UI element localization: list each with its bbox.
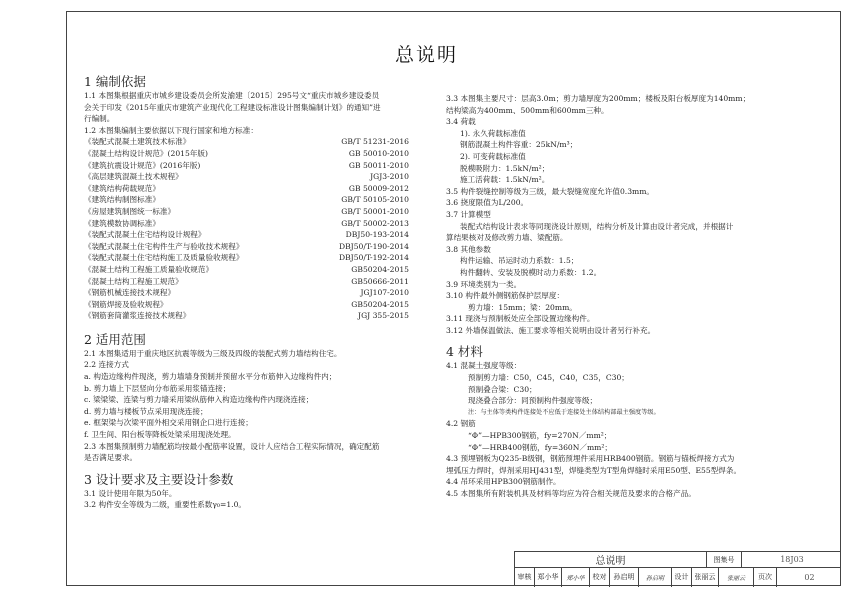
standard-name: 《混凝土结构设计规范》(2015年版)	[84, 148, 208, 158]
standard-name: 《混凝土结构工程施工质量验收规范》	[84, 264, 214, 274]
para-4-3-line1: 4.3 预埋钢板为Q235-B级钢，钢筋预埋件采用HRB400钢筋。钢筋与锚板焊接方式为	[446, 454, 735, 464]
para-1-1-line2: 会关于印发《2015年重庆市建筑产业现代化工程建设标准设计图集编制计划》的通知”进	[84, 102, 381, 112]
standard-row	[84, 252, 409, 264]
standard-row	[84, 299, 409, 311]
left-column	[84, 74, 409, 511]
para-3-4-2: 2). 可变荷载标准值	[460, 151, 526, 161]
para-3-3-line2: 结构梁高为400mm、500mm和600mm三种。	[446, 105, 609, 115]
section-4-heading: 4 材料	[446, 344, 483, 360]
para-4-1-item: 现浇叠合部分：同预制构件强度等级；	[468, 396, 598, 406]
designer-name: 张丽云	[692, 567, 719, 587]
section-1-heading: 1 编制依据	[84, 74, 146, 89]
reviewer-signature: 郑小华	[562, 567, 590, 587]
section-2-heading: 2 适用范围	[84, 331, 146, 347]
para-3-4-2-item: 施工活荷载：1.5kN/m²。	[460, 175, 550, 185]
standard-name: 《钢筋机械连接技术规程》	[84, 288, 176, 298]
standard-row	[84, 160, 409, 172]
standard-code: GB 50010-2010	[348, 148, 409, 158]
standard-row	[84, 287, 409, 299]
standard-code: GB50204-2015	[351, 299, 409, 309]
para-4-1-item: 预制叠合梁：C30；	[468, 384, 537, 394]
standard-code: JGJ107-2010	[360, 288, 409, 298]
standard-name: 《建筑模数协调标准》	[84, 218, 160, 228]
page-label: 页次	[754, 567, 777, 587]
para-4-2-item: “Φ”—HRB400钢筋，fy=360N／mm²；	[468, 442, 613, 452]
para-1-1-line1: 1.1 本图集根据重庆市城乡建设委员会所发渝建〔2015〕295号文“重庆市城乡建设委员	[84, 91, 380, 100]
standard-name: 《混凝土结构工程施工规范》	[84, 276, 183, 286]
para-3-12: 3.12 外墙保温做法、施工要求等相关说明由设计者另行补充。	[446, 325, 656, 335]
para-3-1: 3.1 设计使用年限为50年。	[84, 488, 177, 498]
title-block-row-2	[515, 567, 841, 587]
para-4-1: 4.1 混凝土强度等级：	[446, 361, 522, 371]
standard-row	[84, 276, 409, 288]
para-3-10: 3.10 构件最外侧钢筋保护层厚度：	[446, 291, 565, 301]
para-3-9: 3.9 环境类别为一类。	[446, 279, 522, 289]
para-4-5: 4.5 本图集所有附装机具及材料等均应为符合相关规范及要求的合格产品。	[446, 489, 696, 498]
standard-row	[84, 264, 409, 276]
standard-code: JGJ 355-2015	[358, 311, 409, 321]
standard-name: 《钢筋套筒灌浆连接技术规程》	[84, 311, 191, 321]
conn-item: a. 构造边缘构件现浇，剪力墙墙身预制并预留水平分布筋伸入边缘构件内；	[84, 372, 337, 382]
para-3-7: 3.7 计算模型	[446, 209, 491, 219]
conn-item: d. 剪力墙与楼板节点采用现浇连接；	[84, 406, 208, 416]
page-title: 总说明	[394, 44, 458, 66]
standard-code: JGJ3-2010	[370, 172, 409, 182]
para-4-2: 4.2 钢筋	[446, 419, 476, 429]
standard-code: DBJ50/T-192-2014	[339, 253, 409, 263]
standard-row	[84, 148, 409, 160]
standard-code: GB/T 50002-2013	[341, 218, 409, 228]
conn-item: e. 框架梁与次梁平面外相交采用钢企口进行连接；	[84, 418, 253, 428]
right-column	[446, 93, 750, 500]
para-4-4: 4.4 吊环采用HPB300钢筋制作。	[446, 477, 561, 487]
standard-name: 《装配式混凝土建筑技术标准》	[84, 137, 191, 147]
checker-signature: 孙启明	[639, 567, 672, 587]
para-3-3-line1: 3.3 本图集主要尺寸：层高3.0m；剪力墙厚度为200mm；楼板及阳台板厚度为140mm；	[446, 94, 751, 103]
standard-code: DBJ50-193-2014	[345, 230, 409, 240]
checker-name: 孙启明	[610, 567, 639, 587]
standard-row	[84, 183, 409, 195]
standard-code: GB 50009-2012	[348, 183, 409, 193]
atlas-label: 图集号	[707, 552, 742, 567]
standard-code: GB/T 50001-2010	[341, 206, 409, 216]
para-2-3-line2: 是否满足要求。	[84, 453, 138, 463]
standard-row	[84, 194, 409, 206]
conn-item: c. 梁梁梁、连梁与剪力墙采用梁纵筋伸入构造边缘构件内现浇连接；	[84, 395, 314, 405]
review-label: 审核	[515, 567, 535, 587]
standard-row	[84, 218, 409, 230]
para-2-3-line1: 2.3 本图集预制剪力墙配筋均按最小配筋率设置，设计人应结合工程实际情况，确定配筋	[84, 441, 380, 451]
title-block-row-1	[515, 552, 841, 568]
para-3-6: 3.6 挠度限值为L/200。	[446, 198, 529, 208]
atlas-number: 18J03	[780, 555, 804, 564]
para-3-8: 3.8 其他参数	[446, 244, 491, 254]
para-4-1-item: 预制剪力墙：C50，C45，C40，C35，C30；	[468, 373, 629, 383]
page-number: 02	[804, 572, 815, 582]
reviewer-name: 郑小华	[535, 567, 562, 587]
standard-code: GB/T 51231-2016	[341, 137, 409, 147]
standard-name: 《高层建筑混凝土技术规程》	[84, 172, 183, 182]
standard-row	[84, 171, 409, 183]
para-3-7-text-line2: 算结果核对及修改剪力墙、梁配筋。	[446, 233, 568, 243]
standard-code: GB 50011-2010	[348, 160, 409, 170]
design-label: 设计	[672, 567, 692, 587]
para-3-8-item: 构件运输、吊运时动力系数：1.5；	[460, 256, 579, 266]
para-1-2: 1.2 本图集编制主要依据以下现行国家和地方标准：	[84, 125, 258, 135]
drawing-name: 总说明	[515, 552, 707, 567]
para-2-1: 2.1 本图集适用于重庆地区抗震等级为三级及四级的装配式剪力墙结构住宅。	[84, 348, 342, 358]
standard-row	[84, 310, 409, 322]
standard-name: 《建筑结构制图标准》	[84, 195, 160, 205]
standard-name: 《房屋建筑制图统一标准》	[84, 206, 176, 216]
conn-item: b. 剪力墙上下层竖向分布筋采用浆锚连接；	[84, 383, 231, 393]
standard-row	[84, 206, 409, 218]
standard-name: 《建筑结构荷载规范》	[84, 183, 160, 193]
section-3-heading: 3 设计要求及主要设计参数	[84, 471, 234, 487]
para-3-10-item: 剪力墙：15mm；梁：20mm。	[468, 302, 577, 312]
para-3-4-2-item: 脱模吸附力：1.5kN/m²；	[460, 163, 550, 173]
designer-signature: 张丽云	[719, 567, 754, 587]
standard-name: 《装配式混凝土住宅结构施工及质量验收规程》	[84, 253, 244, 263]
standards-list	[84, 136, 409, 322]
para-3-8-item: 构件翻转、安装及脱模时动力系数：1.2。	[460, 267, 602, 277]
para-3-4-1: 1). 永久荷载标准值	[460, 128, 526, 138]
para-3-4: 3.4 荷载	[446, 117, 476, 127]
check-label: 校对	[590, 567, 610, 587]
standard-name: 《装配式混凝土住宅结构设计规程》	[84, 230, 206, 240]
para-3-11: 3.11 现浇与预制板处应全部设置边缘构件。	[446, 314, 595, 324]
title-block	[514, 551, 841, 586]
para-3-4-1-item: 钢筋混凝土构件容重：25kN/m³；	[460, 140, 578, 150]
standard-code: GB50204-2015	[351, 264, 409, 274]
standard-name: 《装配式混凝土住宅构件生产与验收技术规程》	[84, 241, 244, 251]
para-3-5: 3.5 构件裂缝控制等级为三级，最大裂缝宽度允许值0.3mm。	[446, 186, 655, 196]
standard-code: DBJ50/T-190-2014	[339, 241, 409, 251]
para-4-3-line2: 埋弧压力焊时，焊剂采用HJ431型，焊缝类型为T型角焊缝时采用E50型、E55型焊条。	[446, 465, 742, 475]
standard-row	[84, 229, 409, 241]
para-2-2: 2.2 连接方式	[84, 360, 129, 370]
standard-code: GB50666-2011	[351, 276, 409, 286]
para-4-2-item: “Φ”—HPB300钢筋，fy=270N／mm²；	[468, 431, 612, 441]
para-1-1-line3: 行编制。	[84, 114, 115, 124]
standard-name: 《钢筋焊接及验收规程》	[84, 299, 168, 309]
standard-code: GB/T 50105-2010	[341, 195, 409, 205]
standard-row	[84, 136, 409, 148]
para-3-7-text-line1: 装配式结构设计表求等同现浇设计原则，结构分析及计算由设计者完成，并根据计	[460, 221, 734, 231]
para-3-2: 3.2 构件安全等级为二级，重要性系数γ₀=1.0。	[84, 500, 247, 510]
standard-name: 《建筑抗震设计规范》(2016年版)	[84, 160, 201, 170]
standard-row	[84, 241, 409, 253]
para-4-1-note: 注：与主体等类构件连接处不应低于连接处主体结构部最主强度等级。	[468, 408, 660, 416]
conn-item: f. 卫生间、阳台板等降板处梁采用现浇处理。	[84, 430, 236, 440]
